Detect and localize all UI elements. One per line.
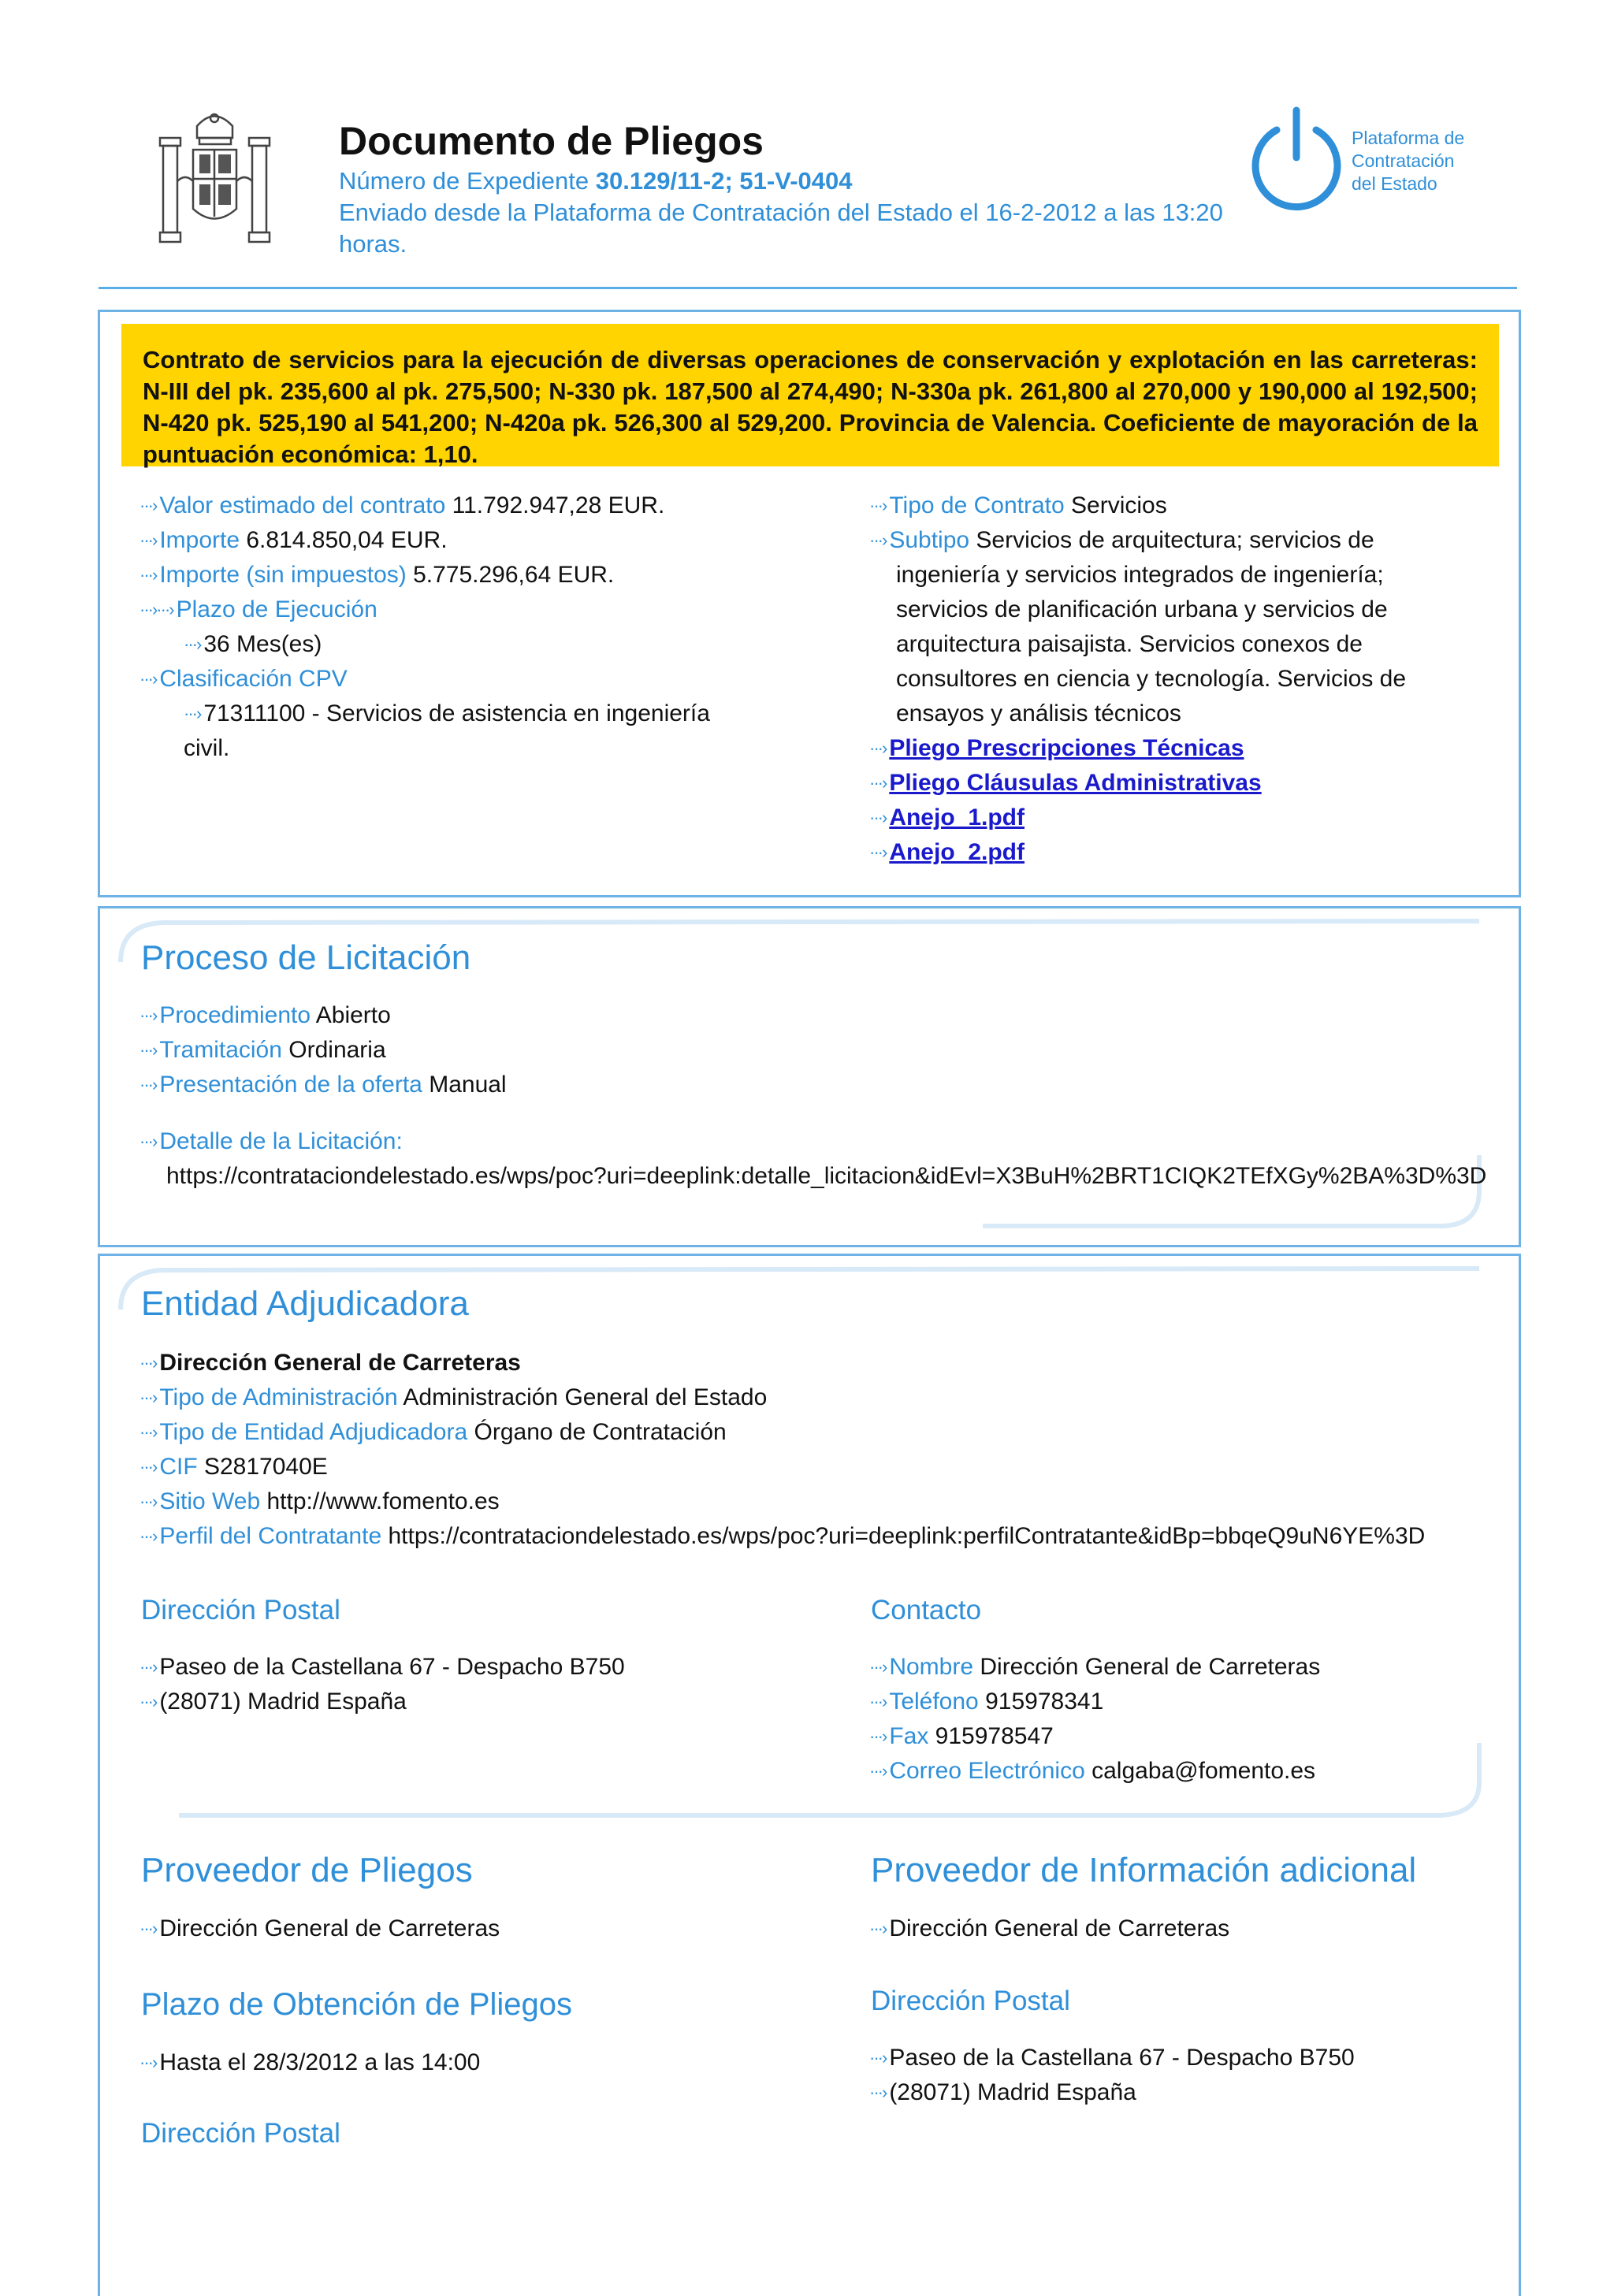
arrow-icon: ···›	[869, 2048, 887, 2068]
arrow-icon: ···›	[139, 1492, 157, 1511]
arrow-icon: ···›	[869, 1726, 887, 1746]
expediente-value: 30.129/11-2; 51-V-0404	[595, 167, 853, 195]
arrow-icon: ···›	[139, 1657, 157, 1677]
direccion-postal	[139, 1650, 625, 1719]
contract-details-right	[869, 489, 1452, 870]
proveedor-pliegos-title: Proveedor de Pliegos	[141, 1851, 473, 1889]
importe-sin-impuestos-row: ···› Importe (sin impuestos) 5.775.296,64 EUR.	[139, 562, 615, 588]
arrow-icon: ···›	[869, 1919, 887, 1938]
detalle-url[interactable]: https://contrataciondelestado.es/wps/poc?uri=deeplink:detalle_licitacion&idEvl=X3BuH%2BRT1CIQK2TEfXGy%2BA%3D%3D	[166, 1163, 1487, 1189]
valor-estimado-row: ···› Valor estimado del contrato 11.792.947,28 EUR.	[139, 492, 665, 518]
arrow-icon: ···›	[139, 1526, 157, 1546]
arrow-icon: ···›	[139, 1075, 157, 1094]
fax-row: ···› Fax 915978547	[869, 1723, 1054, 1749]
sent-info: Enviado desde la Plataforma de Contratación del Estado el 16-2-2012 a las 13:20 horas.	[339, 199, 1223, 258]
arrow-icon: ···›	[139, 1131, 157, 1151]
plazo-ejecucion-value: ···› 36 Mes(es)	[184, 631, 322, 657]
cpv-row: ···› Clasificación CPV	[139, 666, 348, 692]
procedimiento-row: ···› Procedimiento Abierto	[139, 1002, 391, 1028]
presentacion-row: ···› Presentación de la oferta Manual	[139, 1072, 507, 1098]
arrow-icon: ···›	[139, 530, 157, 550]
contacto-title: Contacto	[871, 1595, 982, 1625]
arrow-icon: ···›	[869, 496, 887, 515]
power-icon	[1245, 106, 1348, 217]
arrow-icon: ···›	[869, 1657, 887, 1677]
arrow-icon: ···›	[139, 669, 157, 689]
address-line: ···› (28071) Madrid España	[139, 1689, 407, 1715]
link-row	[869, 731, 1452, 766]
plazo-obtencion	[139, 2045, 480, 2080]
coat-of-arms-icon	[154, 102, 276, 260]
proveedor-info	[869, 1911, 1452, 1946]
sitio-web-link[interactable]: http://www.fomento.es	[266, 1488, 500, 1514]
tipo-contrato-row: ···› Tipo de Contrato Servicios	[869, 492, 1167, 518]
arrow-icon: ···›	[869, 2082, 887, 2102]
arrow-icon: ···›	[139, 1005, 157, 1025]
cif-row: ···› CIF S2817040E	[139, 1454, 328, 1480]
arrow-icon: ···›	[139, 1353, 157, 1373]
link-row	[869, 766, 1452, 801]
arrow-icon: ···›	[139, 1388, 157, 1407]
arrow-icon: ···›	[139, 1457, 157, 1477]
document-title: Documento de Pliegos	[339, 119, 764, 163]
proveedor-info-title: Proveedor de Información adicional	[871, 1851, 1417, 1889]
licitacion-box	[98, 906, 1521, 1247]
entidad-box	[98, 1254, 1521, 2296]
importe-row: ···› Importe 6.814.850,04 EUR.	[139, 527, 448, 553]
subtipo-row: ···› Subtipo Servicios de arquitectura; servicios de ingeniería y servicios integrados de ingeniería; servicios de planificación urbana y servicios de arquitectura paisajista. Servicios conexos de consultores en ciencia y tecnología. Servicios de ensayos y análisis técnicos	[869, 527, 1407, 726]
anejo-1-link[interactable]: Anejo_1.pdf	[889, 804, 1025, 830]
header-divider	[99, 287, 1517, 289]
arrow-icon: ···›	[139, 2053, 157, 2072]
arrow-icon: ···›	[869, 738, 887, 758]
arrow-icon: ···›	[139, 496, 157, 515]
contract-box	[98, 310, 1521, 897]
arrow-icon: ···›	[139, 1919, 157, 1938]
contract-title-banner: Contrato de servicios para la ejecución de diversas operaciones de conservación y explotación en las carreteras: N-III del pk. 235,600 al pk. 275,500; N-330 pk. 187,500 al 274,490; N-330a pk. 261,800 al 270,000 y 190,000 al 192,500; N-420 pk. 525,190 al 541,200; N-420a pk. 526,300 al 529,200. Provincia de Valencia. Coeficiente de mayoración de la puntuación económica: 1,10.	[121, 324, 1499, 466]
correo-link[interactable]: calgaba@fomento.es	[1091, 1758, 1316, 1784]
proveedor-pliegos	[139, 1911, 500, 1946]
contract-details-left	[139, 489, 735, 766]
logo-text-line: Plataforma de	[1352, 128, 1465, 148]
address-line: ···› Paseo de la Castellana 67 - Despacho B750	[139, 1654, 625, 1680]
perfil-contratante-row: ···› Perfil del Contratante https://contrataciondelestado.es/wps/poc?uri=deeplink:perfilContratante&idBp=bbqeQ9uN6YE%3D	[139, 1523, 1426, 1549]
arrow-icon: ···›	[869, 842, 887, 862]
arrow-icon: ···›	[139, 565, 157, 585]
arrow-icon: ···›	[869, 773, 887, 793]
entidad-details	[139, 1346, 1425, 1554]
cpv-value: ···› 71311100 - Servicios de asistencia en ingeniería civil.	[184, 700, 710, 761]
link-row	[869, 801, 1452, 835]
proveedor-pliegos-row: ···› Dirección General de Carreteras	[139, 1915, 500, 1941]
arrow-icon: ···›	[139, 1692, 157, 1711]
plazo-ejecucion-row: ···›···› Plazo de Ejecución	[139, 596, 377, 622]
licitacion-details	[139, 998, 1486, 1194]
detalle-row: ···› Detalle de la Licitación:	[139, 1128, 403, 1154]
arrow-icon: ···›	[184, 704, 201, 723]
arrow-icon: ···›	[869, 530, 887, 550]
arrow-icon: ···›	[869, 808, 887, 827]
arrow-icon: ···›···›	[139, 600, 173, 619]
direccion-postal-title: Dirección Postal	[141, 1595, 340, 1625]
address-line: ···› (28071) Madrid España	[869, 2079, 1136, 2105]
pliego-prescripciones-link[interactable]: Pliego Prescripciones Técnicas	[889, 735, 1244, 761]
plazo-obtencion-title: Plazo de Obtención de Pliegos	[141, 1987, 573, 2022]
tramitacion-row: ···› Tramitación Ordinaria	[139, 1037, 386, 1063]
arrow-icon: ···›	[869, 1761, 887, 1781]
entidad-title: Entidad Adjudicadora	[141, 1284, 469, 1323]
platform-logo	[1245, 106, 1489, 217]
arrow-icon: ···›	[139, 1040, 157, 1060]
logo-text-line: del Estado	[1352, 173, 1437, 194]
arrow-icon: ···›	[869, 1692, 887, 1711]
document-header	[0, 0, 1614, 292]
licitacion-title: Proceso de Licitación	[141, 938, 471, 977]
perfil-contratante-link[interactable]: https://contrataciondelestado.es/wps/poc?uri=deeplink:perfilContratante&idBp=bbqeQ9uN6YE%3D	[388, 1523, 1426, 1549]
arrow-icon: ···›	[139, 1422, 157, 1442]
correo-row: ···› Correo Electrónico calgaba@fomento.es	[869, 1758, 1316, 1784]
arrow-icon: ···›	[184, 634, 201, 654]
proveedor-pliegos-direccion-title: Dirección Postal	[141, 2118, 340, 2149]
address-line: ···› Paseo de la Castellana 67 - Despacho B750	[869, 2045, 1355, 2071]
tipo-administracion-row: ···› Tipo de Administración Administración General del Estado	[139, 1384, 768, 1410]
pliego-clausulas-link[interactable]: Pliego Cláusulas Administrativas	[889, 770, 1262, 796]
plazo-obtencion-row: ···› Hasta el 28/3/2012 a las 14:00	[139, 2049, 481, 2075]
logo-text-line: Contratación	[1352, 150, 1455, 171]
proveedor-info-direccion-title: Dirección Postal	[871, 1986, 1070, 2016]
contacto-nombre-row: ···› Nombre Dirección General de Carreteras	[869, 1654, 1321, 1680]
anejo-2-link[interactable]: Anejo_2.pdf	[889, 839, 1025, 865]
tipo-entidad-row: ···› Tipo de Entidad Adjudicadora Órgano de Contratación	[139, 1419, 727, 1445]
sitio-web-row: ···› Sitio Web http://www.fomento.es	[139, 1488, 500, 1514]
contacto-details	[869, 1650, 1452, 1789]
telefono-row: ···› Teléfono 915978341	[869, 1689, 1104, 1715]
entidad-nombre-row: ···› Dirección General de Carreteras	[139, 1350, 521, 1376]
proveedor-info-direccion	[869, 2041, 1452, 2110]
expediente-label: Número de Expediente	[339, 167, 589, 195]
link-row	[869, 835, 1452, 870]
proveedor-info-row: ···› Dirección General de Carreteras	[869, 1915, 1230, 1941]
expediente-line	[339, 167, 852, 195]
